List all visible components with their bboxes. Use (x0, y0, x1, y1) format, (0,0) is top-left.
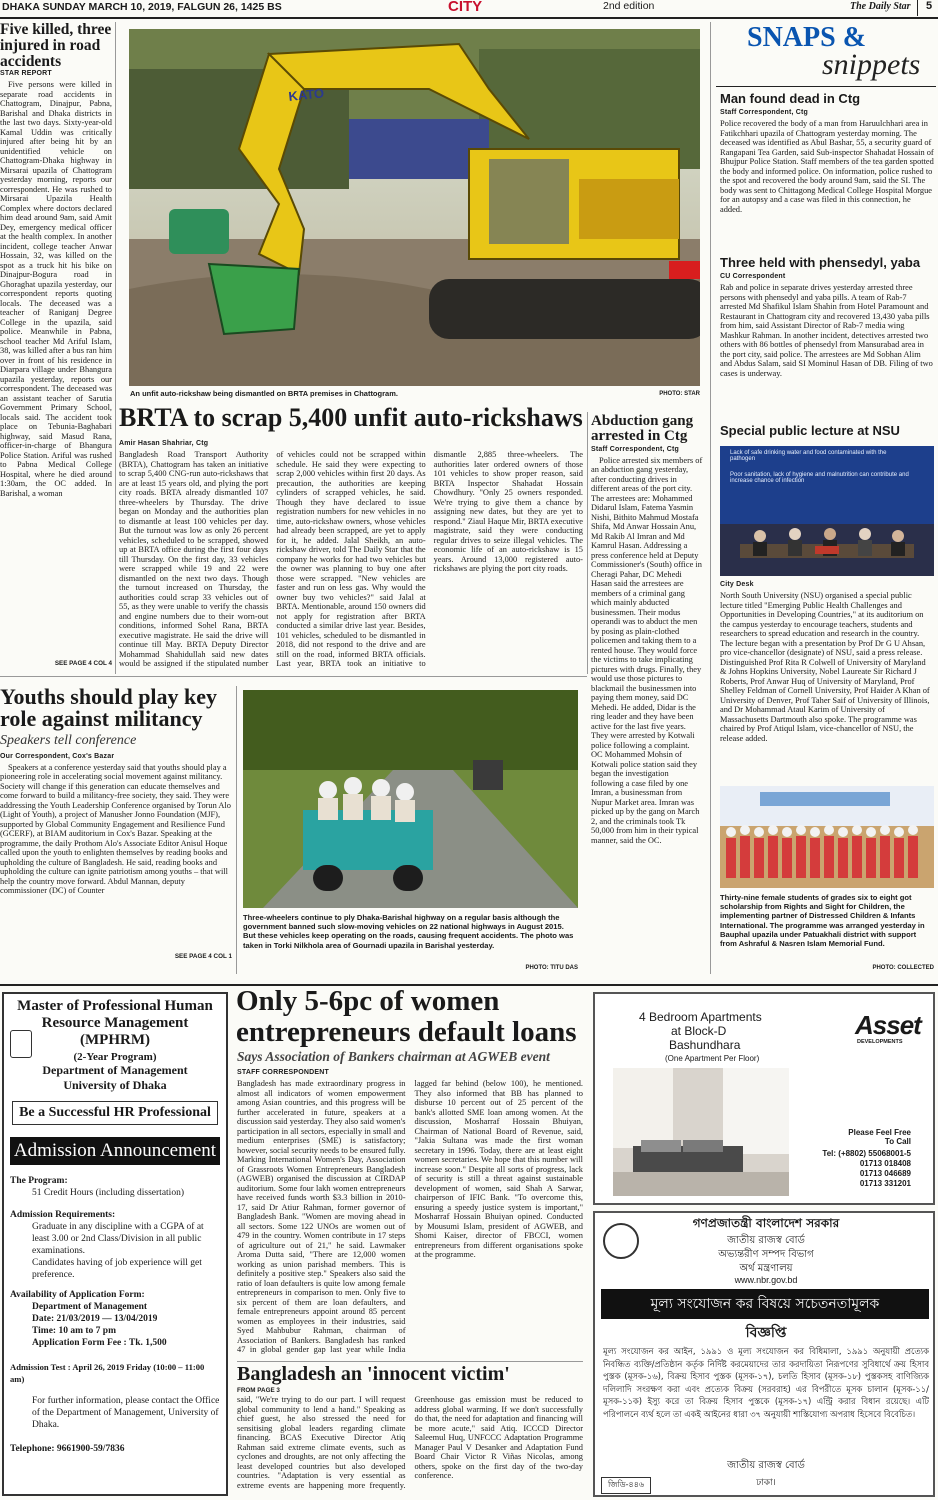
du-logo-icon (10, 1030, 32, 1058)
dead-byline: Staff Correspondent, Ctg (720, 109, 809, 117)
asset-free-1: Please Feel Free (848, 1128, 911, 1137)
snap-item-dead (720, 92, 934, 252)
asset-phone-3: 01713 331201 (859, 1179, 911, 1188)
victim-body: said, "We're trying to do our part. I will request global community to lend a hand." Speaking as chief guest, he also stressed the need for sensitising global leaders regarding climate financing. BCAS Executive Director Atiq Rahman said extreme climate events, such as cyclones and droughts, are not only affecting the least developed countries but also developed countries. "Adaptation is very essential as extreme events are happening more frequently. Greenhouse gas emission must be reduced to address global warming. If we don't successfully do that, the need for adaptation and financing will be more acute," said Atiq. ICCCD Director Saleemul Huq, UNFCCC Adaptation Programme Manager Paul V Desanker and Adaptation Fund Board Chair Victor R Viñas Nicolas, among others, spoke on the first day of the two-day conference. (237, 1395, 583, 1490)
asset-logo: Asset (855, 1010, 921, 1040)
youths-top-rule (0, 676, 587, 677)
nbr-board: জাতীয় রাজস্ব বোর্ড (727, 1235, 805, 1246)
abduction-story (591, 414, 703, 974)
edition-label: 2nd edition (603, 0, 655, 12)
mphrm-req-label: Admission Requirements: (10, 1210, 116, 1220)
mphrm-avail-3: Time: 10 am to 7 pm (32, 1326, 116, 1336)
mphrm-info: For further information, please contact the Office of the Department of Management, University of Dhaka. (32, 1396, 220, 1430)
nsu-panel-illustration (720, 446, 934, 576)
svg-text:KATO: KATO (287, 85, 325, 104)
threewheeler-credit: PHOTO: TITU DAS (525, 965, 578, 971)
nbr-notice: বিজ্ঞপ্তি (745, 1325, 787, 1341)
nbr-url: www.nbr.gov.bd (734, 1275, 798, 1285)
mphrm-univ: University of Dhaka (63, 1078, 167, 1092)
asset-line1: 4 Bedroom Apartments (639, 1010, 762, 1024)
mphrm-ad (2, 992, 228, 1496)
asset-logo-sub: DEVELOPMENTS (857, 1039, 903, 1045)
nsu-byline: City Desk (720, 581, 754, 588)
nsu-body: North South University (NSU) organised a special public lecture titled "Emerging Public Health Challenges and Opportunities in Developing Countries," at its auditorium on the campus yesterday to encourage teachers, students and researchers to spread education and research in the country. The lecture began with a presentation by Prof Dr G U Ahsan, pro vice-chancellor (designate) of NSU, said a press release. Distinguished Prof Rita R Colwell of University of Maryland & Johns Hopkins University, Nobel Laureate Sir Richard J Roberts, Prof Anwar Huq of University of Maryland, Prof Shelley Feldman of Cornell University, Prof Haider A Khan of University of Denver, Prof Taher Saif of University of Illinois, and Dr Mohammad Ataul Karim of University of Massachusetts Dartmouth also spoke. The programme was chaired by Prof Atiqul Islam, vice-chancellor of NSU, the release added. (720, 591, 930, 743)
youths-body: Speakers at a conference yesterday said that youths should play a pioneering role in accelerating social movement against militancy. Society will change if this generation can educate themselves and come forward to build a militancy-free society, they said. They were addressing the Youth Leadership Conference organised by Torun Alo (Light of Youth), a project of Manusher Jonno Foundation (MJF), supported by Global Community Engagement and Resilience Fund (GCERF), at BIAM auditorium in Cox's Bazar. Speaking at the programme, the daily Prothom Alo's Associate Editor Anisul Hoque called upon the youth to enlighten themselves by reading books and upholding the culture of Bangladesh. He said, reading books and upholding the culture can ignite patriotism among youths – that will help the country move forward. Abdul Mannan, deputy commissioner (DC) of Counter (0, 762, 231, 896)
nbr-banner: মূল্য সংযোজন কর বিষয়ে সচেতনতামূলক (601, 1289, 929, 1319)
youths-byline: Our Correspondent, Cox's Bazar (0, 752, 115, 760)
youths-story (0, 686, 232, 976)
phensedyl-body: Rab and police in separate drives yesterday arrested three persons with phensedyl and yaba pills. A team of Rab-7 arrested Md Shafikul Islam Shahin from Hotel Paramount and Restaurant in Chattogram city and recovered 13,430 yaba pills from him, said Assistant Director of Rab-7 media wing Mashkur Rahman. In another incident, detectives arrested two others with 86 bottles of phensedyl from Mansurabad area in the port city, said police. The arrestees are Md Sobhan Alim and Abdus Salam, said SI Mominul Hasan of DB. Filing of two cases is underway. (720, 283, 933, 378)
asset-line4: (One Apartment Per Floor) (665, 1054, 760, 1063)
col-rule-1 (115, 22, 116, 674)
brta-headline: BRTA to scrap 5,400 unfit auto-rickshaws (119, 403, 583, 432)
scholarship-illustration (720, 786, 934, 888)
accidents-story (0, 22, 112, 672)
youths-headline: Youths should play key role against militancy (0, 686, 218, 732)
brta-body: Bangladesh Road Transport Authority (BRTA), Chattogram has taken an initiative to scrap 5,400 CNG-run auto-rickshaws that are at least 15 years old, and plying the port city roads. BRTA already dismantled 107 three-wheelers by Thursday. The drive began on Monday and the authorities plan to dismantle at least 100 vehicles per day. But the turnout was low as only 26 percent vehicles, scheduled to be scrapped, showed up at BRTA office during the first four days till Thursday. On the first day, 33 vehicles were scrapped while 19 and 22 were dismantled on the next two days. Though the turnout increased on Thursday, the authorities could scrap 33 vehicles out of 55, as they were unable to verify the chassis and engine numbers due to their worn-out conditions, informed Sohel Rana, BRTA executive magistrate. He said the drive will continue till May. BRTA Deputy Director Mohammad Shahidullah said new dates would be assigned if the stipulated number of vehicles could not be scrapped within schedule. He said they were expecting to scrap 2,000 vehicles within first 20 days. As precaution, the authorities are keeping cylinders of scrapped vehicles, he said. Though they have declared to issue registration numbers for new vehicles in no time, auto-rickshaw owners, whose vehicles had already been scrapped, are yet to apply for it, he added. Jalal Sheikh, an auto-rickshaw driver, told The Daily Star that the company he works for had two vehicles but the owner was planning to buy one after those were scrapped. "New vehicles are faster and run on less gas. Why would the owner buy two vehicles?" said Jalal at BRTA. Mentionable, around 150 owners did not apply for registration after BRTA conducted a similar drive last year. Besides, 101 vehicles, scheduled to be dismantled in 2018, did not respond to the drive and are still on the road, informed BRTA officials. Last year, BRTA took an initiative to dismantle 2,885 three-wheelers. The authorities later ordered owners of those 101 vehicles to show proper reason, said BRTA Inspector Shahadat Hossain Chowdhury. "Only 25 owners responded. We're trying to give them a chance by assigning new dates, but they are yet to respond." Ziaul Haque Mir, BRTA executive magistrate, said they were conducting regular drives to seize illegal vehicles. The economic life of an auto-rickshaw is 15 years. Around 13,000 registered auto-rickshaws are plying the port city roads. (119, 450, 583, 668)
nsu-headline: Special public lecture at NSU (720, 424, 900, 438)
abduction-headline: Abduction gang arrested in Ctg (591, 414, 694, 445)
threewheeler-caption: Three-wheelers continue to ply Dhaka-Barishal highway on a regular basis although the government banned such slow-moving vehicles on 22 national highways in August 2015. But these vehicles keep operating on the roads, causing frequent accidents. The photo was taken in Torki Nilkhola area of Gournadi upazila in Barishal yesterday. (243, 913, 574, 950)
nbr-gov: গণপ্রজাতন্ত্রী বাংলাদেশ সরকার (692, 1216, 840, 1230)
snap-item-phensedyl (720, 256, 934, 418)
snaps-rule (716, 86, 936, 87)
phensedyl-headline: Three held with phensedyl, yaba (720, 256, 921, 270)
threewheeler-illustration (243, 690, 578, 908)
snap-item-nsu (720, 424, 934, 779)
mphrm-req-2: Candidates having of job experience will get preference. (32, 1258, 202, 1280)
nsu-photo (720, 446, 934, 576)
apartment-illustration (613, 1068, 789, 1196)
mphrm-avail-4: Application Form Fee : Tk. 1,500 (32, 1338, 167, 1348)
nbr-body: মূল্য সংযোজন কর আইন, ১৯৯১ ও মূল্য সংযোজন কর বিধিমালা, ১৯৯১ অনুযায়ী প্রত্যেক নিবন্ধিত ব্যক্তি/প্রতিষ্ঠান কর্তৃক নির্দিষ্ট করমেয়াদের তার করদায়িতা নিরূপণের সুবিধার্থে ক্রয় হিসাব পুস্তক (মূসক-১৬), বিক্রয় হিসাব পুস্তক (মূসক-১৭), চলতি হিসাব (মূসক-১৮) পুস্তকসহ বাণিজ্যিক দলিলাদি সংরক্ষণ করা এবং প্রত্যেক বিক্রয় (সরবরাহ) এর বিপরীতে মূসক চালান (মূসক-১১/মূসক-১১ক) ইস্যু করে তা বিক্রয় হিসাব পুস্তকে (মূসক-১৭) এন্ট্রি করার বিধান রয়েছে। এটি পরিপালনে ব্যর্থ হলে তা একই আইনের ধারা ৩৭ অনুযায়ী শাস্তিযোগ্য অপরাধ হিসেবে বিবেচিত। (603, 1346, 929, 1419)
nsu-screen-text-1: Lack of safe drinking water and food contaminated with the pathogen (730, 450, 887, 462)
brta-byline: Amir Hasan Shahriar, Ctg (119, 440, 209, 447)
phensedyl-byline: CU Correspondent (720, 273, 786, 281)
women-body: Bangladesh has made extraordinary progress in almost all indicators of women empowerment among Asian countries, and this progress will be further accelerated in future, speakers at a discussion said yesterday. They also said women's participation in all sectors, especially in small and medium enterprises (SME) is satisfactory; however, social security needs to be ensured fully. Marking International Women's Day, Association of Grassroots Women Entrepreneurs Bangladesh (AGWEB) organised the discussion at CIRDAP auditorium. Some four lakh women entrepreneurs have received funds worth $3.3 billion in 2010-17, said Dr Atiur Rahman, former governor of Bangladesh Bank. "Women are moving ahead in all sectors. Some 122 UNOs are women out of 479 in the country. Women contribute in 17 steps of agriculture out of 21," he said. Lawmaker Aroma Dutta said, "There are 12,000 women working as union parishad members. This is definitely a positive step." Speakers also said the ratio of loan defaulters is quite low among female entrepreneurs in comparison to men. Only five to six percent of them are loan defaulters, and female entrepreneurs appoint around 85 percent women as employees in their industries, said Syed Mahbubur Rahman, chairman of Association of Bankers. Bangladesh has ranked 47 in global gender gap last year while India lagged far behind (below 100), he mentioned. They also informed that BB has planned to disburse 10 percent out of 25 percent of the bank's allotted SME loan among women. At the discussion, Mosharraf Hossain Bhuiyan, Chairman of National Board of Revenue, said, "Jakia Sultana was made the first woman secretary in 1996. Today, there are at least eight women secretaries. We hope that this number will increase soon." Despite all sorts of progress, lack of security is still a threat against sustainable development of women, said Shah A Sarwar, chairperson of IFIC Bank. "To overcome this, ensuring a speedy justice system is important," Mosharraf Hossain Bhuiyan opined. Conducted by Mousumi Islam, president of AGWEB, and Shomi Kaiser, director of FBCCI, women entrepreneurs from different organisations spoke at the programme. (237, 1079, 583, 1354)
victim-headline: Bangladesh an 'innocent victim' (237, 1363, 510, 1385)
dead-body: Police recovered the body of a man from Haruulchhari area in Fatikchhari upazila of Chattogram yesterday morning. The deceased was identified as Abul Bashar, 55, a security guard of Rangapani Tea Garden, said Sub-inspector Shahadat Hossain of Bhujpur Police Station. Staff members of the tea garden spotted the body and informed police. On information, police rushed to the spot and recovered the body around 9am, said the SI. The body was sent to Chittagong Medical College Hospital Morgue for an autopsy and a case was filed in this connection, he added. (720, 119, 934, 214)
asset-free-2: To Call (884, 1137, 911, 1146)
snippets-title: snippets (822, 48, 921, 81)
mphrm-req-1: Graduate in any discipline with a CGPA of at least 3.00 or 2nd Class/Division in all public examinations. (32, 1222, 204, 1256)
masthead-divider (917, 0, 918, 16)
mphrm-test: Admission Test : April 26, 2019 Friday (10:00 – 11:00 am) (10, 1362, 205, 1384)
mphrm-avail-1: Department of Management (32, 1302, 148, 1312)
asset-ad (593, 992, 935, 1205)
excavator-illustration (129, 29, 700, 386)
mphrm-banner: Admission Announcement (10, 1137, 220, 1165)
snaps-title: SNAPS & (747, 22, 867, 53)
nbr-city: ঢাকা। (756, 1478, 776, 1488)
apartment-photo (613, 1068, 789, 1196)
asset-phone-2: 01713 046689 (859, 1169, 911, 1178)
victim-from: FROM PAGE 3 (237, 1387, 280, 1394)
nbr-ministry: অর্থ মন্ত্রণালয় (739, 1263, 793, 1274)
women-subhead: Says Association of Bankers chairman at AGWEB event (237, 1049, 550, 1064)
nbr-code: জিডি-৪৪৬ (601, 1477, 651, 1494)
col-rule-4 (236, 686, 237, 974)
threewheeler-photo (243, 690, 578, 908)
nbr-ad (593, 1211, 935, 1497)
mphrm-avail-label: Availability of Application Form: (10, 1290, 145, 1300)
scholarship-photo (720, 786, 934, 888)
excavator-photo (129, 29, 700, 386)
abduction-byline: Staff Correspondent, Ctg (591, 445, 680, 453)
mphrm-avail-2: Date: 21/03/2019 — 13/04/2019 (32, 1314, 158, 1324)
accidents-continue: SEE PAGE 4 COL 4 (54, 660, 112, 668)
paper-name: The Daily Star (850, 1, 911, 12)
masthead (0, 0, 938, 16)
page-number: 5 (926, 0, 933, 12)
col-rule-2 (587, 412, 588, 674)
youths-continue: SEE PAGE 4 COL 1 (174, 952, 232, 960)
accidents-headline: Five killed, three injured in road accidents (0, 22, 112, 70)
asset-tel: Tel: (+8802) 55068001-5 (822, 1149, 911, 1158)
snaps-banner (714, 22, 936, 84)
mphrm-program: (2-Year Program) (73, 1051, 157, 1063)
mphrm-title: Master of Professional Human Resource Management (MPHRM) (17, 998, 213, 1048)
col-rule-3 (710, 22, 711, 974)
victim-rule (237, 1361, 583, 1362)
women-headline: Only 5-6pc of women entrepreneurs default loans (236, 985, 577, 1048)
dateline: DHAKA SUNDAY MARCH 10, 2019, FALGUN 26, 1425 BS (2, 1, 282, 13)
mphrm-program-label: The Program: (10, 1176, 68, 1186)
mphrm-dept: Department of Management (42, 1063, 188, 1077)
brta-photo-credit: PHOTO: STAR (659, 391, 700, 397)
scholarship-caption: Thirty-nine female students of grades six to eight got scholarship from Rights and Sight for Children, the implementing partner of Distressed Children & Infants International. The programme was arranged yesterday in Bauphal upazila under Patuakhali district with support from Ashraful & Nasren Islam Memorial Fund. (720, 893, 925, 949)
mphrm-phone: Telephone: 9661900-59/7836 (10, 1444, 125, 1454)
nbr-division: অভ্যন্তরীণ সম্পদ বিভাগ (718, 1249, 814, 1260)
section-name: CITY (448, 0, 483, 15)
nsu-screen-text-2: Poor sanitation, lack of hygiene and malnutrition can contribute and increase chance of infection (730, 472, 909, 484)
asset-phone-1: 01713 018408 (859, 1159, 911, 1168)
brta-photo-caption: An unfit auto-rickshaw being dismantled on BRTA premises in Chattogram. (130, 389, 398, 398)
mphrm-slogan: Be a Successful HR Professional (12, 1101, 218, 1125)
youths-subhead: Speakers tell conference (0, 732, 137, 748)
accidents-body: Five persons were killed in separate road accidents in Chattogram, Dinajpur, Pabna, Barishal and Dhaka districts in the last two days. Sixty-year-old Kamal Uddin was critically injured after being hit by an unidentified vehicle on Chattogram-Dhaka highway in Mirsarai upazila of Chattogram yesterday morning, reports our correspondent. He was rushed to Mirsarai Upazila Health Complex where doctors declared him dead around 9am, said Amit Dey, emergency medical officer at the health complex. In another incident, college teacher Anwar Hossain, 32, was killed on the spot as a truck hit his bike on Dinajpur-Bogura road in Ghoraghat upazila yesterday, our correspondent reports quoting locals. The deceased was a teacher of Raniganj Degree College in the upazila, said police. Meanwhile in Pabna, school teacher Md Ariful Islam, 38, was killed after a bus ran him over in front of his residence in Diarpara village under Bhangura upazila yesterday, reports our correspondent. The deceased was an assistant teacher of Sarutia Government Primary School, locals said. The accident took place on Tebunia-Baghabari highway, said Masud Rana, officer-in-charge of Bhangura Police Station. Ariful was rushed to Pabna Medical College Hospital, where he died around 1:30am, the OC added. In Barishal, a woman (0, 80, 112, 498)
abduction-body: Police arrested six members of an abduction gang yesterday, after conducting drives in different areas of the port city. The arrestees are: Mohammed Didarul Islam, Fatema Yasmin Nishi, Bithito Mahmud Mostafa Shifa, Md Anwar Hossain Anu, Md Rakib Al Imran and Md Kamrul Hasan. Addressing a press conference held at Deputy Commissioner's (South) office in Cheragi Pahar, DC Mehedi Hasan said the arrestees are members of a criminal gang which mainly abducted businessmen. Their modus operandi was to abduct the men by posing as plain-clothed policemen and taking them to a rented house. They would force the victims to take implicating pictures with drugs. Finally, they would use those pictures to blackmail the businessmen into paying them money, said DC Mehedi. He added, Didar is the ring leader and they have been active for the last five years. They were arrested by Kotwali police following a complaint. OC Mohammed Mohsin of Kotwali police station said they began the investigation following a case filed by one Imran, a businessman from Nupur Market area. Imran was picked up by the gang on March 2, and the criminals took Tk 50,000 from him in their typical manner, said the OC. (591, 455, 703, 845)
women-byline: STAFF CORRESPONDENT (237, 1069, 329, 1076)
accidents-byline: STAR REPORT (0, 70, 52, 78)
asset-line3: Bashundhara (669, 1038, 741, 1052)
mphrm-credits: 51 Credit Hours (including dissertation) (32, 1188, 184, 1198)
dead-headline: Man found dead in Ctg (720, 92, 861, 106)
asset-line2: at Block-D (671, 1024, 727, 1038)
masthead-rule (0, 17, 938, 19)
nbr-sign: জাতীয় রাজস্ব বোর্ড (727, 1460, 805, 1471)
scholarship-credit: PHOTO: COLLECTED (872, 965, 934, 971)
